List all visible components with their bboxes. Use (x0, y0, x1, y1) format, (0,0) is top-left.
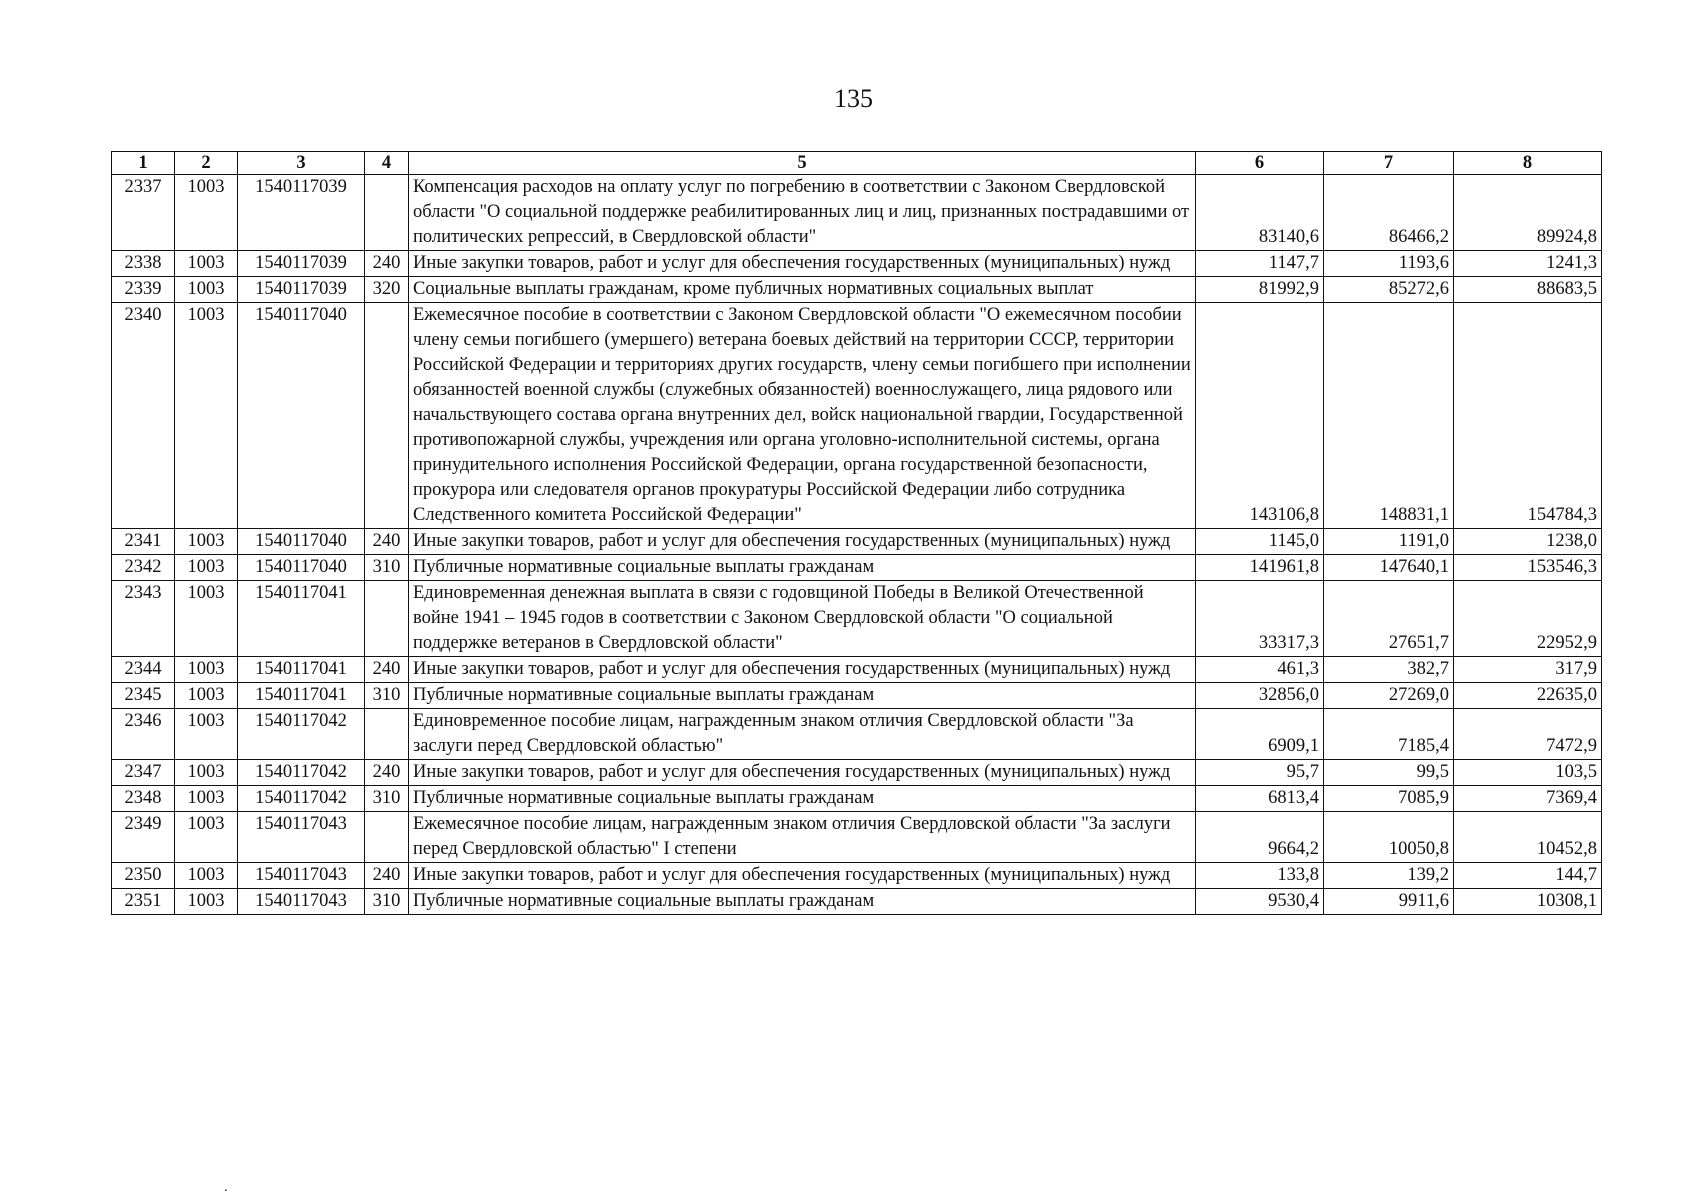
expense-type-code: 310 (365, 786, 409, 812)
target-article-code: 1540117042 (238, 760, 365, 786)
section-code: 1003 (175, 251, 238, 277)
expense-type-code (365, 175, 409, 251)
amount-col-8: 7472,9 (1454, 709, 1602, 760)
row-number: 2342 (112, 555, 175, 581)
header-col-4: 4 (365, 152, 409, 175)
row-number: 2347 (112, 760, 175, 786)
expense-type-code (365, 812, 409, 863)
amount-col-6: 133,8 (1196, 863, 1324, 889)
expense-type-code (365, 303, 409, 529)
table-row (112, 812, 1602, 863)
expense-type-code: 240 (365, 251, 409, 277)
target-article-code: 1540117043 (238, 812, 365, 863)
target-article-code: 1540117039 (238, 175, 365, 251)
amount-col-8: 7369,4 (1454, 786, 1602, 812)
item-name: Публичные нормативные социальные выплаты гражданам (409, 786, 1196, 812)
expense-type-code: 240 (365, 529, 409, 555)
target-article-code: 1540117043 (238, 863, 365, 889)
item-name: Иные закупки товаров, работ и услуг для обеспечения государственных (муниципальных) нужд (409, 760, 1196, 786)
expense-type-code: 240 (365, 657, 409, 683)
budget-table (111, 151, 1602, 915)
amount-col-6: 81992,9 (1196, 277, 1324, 303)
amount-col-7: 7085,9 (1324, 786, 1454, 812)
table-row (112, 889, 1602, 915)
amount-col-6: 143106,8 (1196, 303, 1324, 529)
amount-col-7: 10050,8 (1324, 812, 1454, 863)
row-number: 2345 (112, 683, 175, 709)
table-row (112, 277, 1602, 303)
target-article-code: 1540117042 (238, 709, 365, 760)
expense-type-code: 310 (365, 889, 409, 915)
section-code: 1003 (175, 277, 238, 303)
amount-col-6: 95,7 (1196, 760, 1324, 786)
row-number: 2337 (112, 175, 175, 251)
section-code: 1003 (175, 812, 238, 863)
amount-col-8: 22635,0 (1454, 683, 1602, 709)
amount-col-6: 141961,8 (1196, 555, 1324, 581)
amount-col-7: 7185,4 (1324, 709, 1454, 760)
amount-col-8: 153546,3 (1454, 555, 1602, 581)
row-number: 2349 (112, 812, 175, 863)
section-code: 1003 (175, 303, 238, 529)
section-code: 1003 (175, 657, 238, 683)
expense-type-code: 240 (365, 863, 409, 889)
expense-type-code: 310 (365, 683, 409, 709)
target-article-code: 1540117043 (238, 889, 365, 915)
amount-col-8: 1241,3 (1454, 251, 1602, 277)
amount-col-7: 27269,0 (1324, 683, 1454, 709)
amount-col-6: 83140,6 (1196, 175, 1324, 251)
section-code: 1003 (175, 709, 238, 760)
amount-col-7: 148831,1 (1324, 303, 1454, 529)
amount-col-6: 32856,0 (1196, 683, 1324, 709)
section-code: 1003 (175, 760, 238, 786)
item-name: Социальные выплаты гражданам, кроме публичных нормативных социальных выплат (409, 277, 1196, 303)
target-article-code: 1540117040 (238, 555, 365, 581)
row-number: 2339 (112, 277, 175, 303)
section-code: 1003 (175, 683, 238, 709)
amount-col-8: 1238,0 (1454, 529, 1602, 555)
amount-col-7: 1193,6 (1324, 251, 1454, 277)
amount-col-7: 147640,1 (1324, 555, 1454, 581)
target-article-code: 1540117040 (238, 529, 365, 555)
amount-col-8: 22952,9 (1454, 581, 1602, 657)
amount-col-6: 6909,1 (1196, 709, 1324, 760)
amount-col-6: 1147,7 (1196, 251, 1324, 277)
section-code: 1003 (175, 529, 238, 555)
amount-col-8: 144,7 (1454, 863, 1602, 889)
amount-col-6: 1145,0 (1196, 529, 1324, 555)
header-col-2: 2 (175, 152, 238, 175)
amount-col-7: 139,2 (1324, 863, 1454, 889)
amount-col-7: 85272,6 (1324, 277, 1454, 303)
table-row (112, 303, 1602, 529)
expense-type-code (365, 709, 409, 760)
target-article-code: 1540117040 (238, 303, 365, 529)
amount-col-6: 33317,3 (1196, 581, 1324, 657)
target-article-code: 1540117041 (238, 683, 365, 709)
expense-type-code: 320 (365, 277, 409, 303)
section-code: 1003 (175, 863, 238, 889)
amount-col-6: 6813,4 (1196, 786, 1324, 812)
item-name: Публичные нормативные социальные выплаты гражданам (409, 889, 1196, 915)
scan-speck: . (224, 1180, 228, 1195)
amount-col-8: 88683,5 (1454, 277, 1602, 303)
page-number: 135 (834, 84, 873, 113)
header-col-3: 3 (238, 152, 365, 175)
item-name: Публичные нормативные социальные выплаты гражданам (409, 555, 1196, 581)
amount-col-8: 10308,1 (1454, 889, 1602, 915)
target-article-code: 1540117042 (238, 786, 365, 812)
row-number: 2344 (112, 657, 175, 683)
table-row (112, 529, 1602, 555)
item-name: Публичные нормативные социальные выплаты гражданам (409, 683, 1196, 709)
target-article-code: 1540117041 (238, 581, 365, 657)
row-number: 2340 (112, 303, 175, 529)
row-number: 2348 (112, 786, 175, 812)
amount-col-6: 461,3 (1196, 657, 1324, 683)
header-col-7: 7 (1324, 152, 1454, 175)
table-row (112, 581, 1602, 657)
section-code: 1003 (175, 889, 238, 915)
header-col-8: 8 (1454, 152, 1602, 175)
item-name: Ежемесячное пособие в соответствии с Законом Свердловской области "О ежемесячном пособии члену семьи погибшего (умершего) ветерана боевых действий на территории СССР, территории Российской Федерации и территориях других государств, члену семьи погибшего при исполнении обязанностей военной службы (служебных обязанностей) военнослужащего, лица рядового или начальствующего состава органа внутренних дел, войск национальной гвардии, Государственной противопожарной службы, учреждения или органа уголовно-исполнительной системы, органа принудительного исполнения Российской Федерации, органа государственной безопасности, прокурора или следователя органов прокуратуры Российской Федерации либо сотрудника Следственного комитета Российской Федерации" (409, 303, 1196, 529)
amount-col-6: 9664,2 (1196, 812, 1324, 863)
table-row (112, 657, 1602, 683)
table-row (112, 863, 1602, 889)
expense-type-code: 310 (365, 555, 409, 581)
row-number: 2346 (112, 709, 175, 760)
amount-col-7: 382,7 (1324, 657, 1454, 683)
header-row (112, 152, 1602, 175)
item-name: Иные закупки товаров, работ и услуг для обеспечения государственных (муниципальных) нужд (409, 657, 1196, 683)
amount-col-8: 154784,3 (1454, 303, 1602, 529)
section-code: 1003 (175, 555, 238, 581)
section-code: 1003 (175, 786, 238, 812)
row-number: 2338 (112, 251, 175, 277)
amount-col-6: 9530,4 (1196, 889, 1324, 915)
row-number: 2343 (112, 581, 175, 657)
table-row (112, 786, 1602, 812)
section-code: 1003 (175, 581, 238, 657)
item-name: Единовременное пособие лицам, награжденным знаком отличия Свердловской области "За заслуги перед Свердловской областью" (409, 709, 1196, 760)
item-name: Ежемесячное пособие лицам, награжденным знаком отличия Свердловской области "За заслуги перед Свердловской областью" I степени (409, 812, 1196, 863)
amount-col-8: 317,9 (1454, 657, 1602, 683)
row-number: 2351 (112, 889, 175, 915)
amount-col-8: 89924,8 (1454, 175, 1602, 251)
row-number: 2341 (112, 529, 175, 555)
amount-col-7: 27651,7 (1324, 581, 1454, 657)
table-row (112, 709, 1602, 760)
amount-col-7: 86466,2 (1324, 175, 1454, 251)
item-name: Единовременная денежная выплата в связи с годовщиной Победы в Великой Отечественной войне 1941 – 1945 годов в соответствии с Законом Свердловской области "О социальной поддержке ветеранов в Свердловской области" (409, 581, 1196, 657)
expense-type-code: 240 (365, 760, 409, 786)
item-name: Иные закупки товаров, работ и услуг для обеспечения государственных (муниципальных) нужд (409, 863, 1196, 889)
amount-col-7: 1191,0 (1324, 529, 1454, 555)
amount-col-7: 9911,6 (1324, 889, 1454, 915)
target-article-code: 1540117039 (238, 251, 365, 277)
table-row (112, 251, 1602, 277)
item-name: Компенсация расходов на оплату услуг по погребению в соответствии с Законом Свердловской области "О социальной поддержке реабилитированных лиц и лиц, признанных пострадавшими от политических репрессий, в Свердловской области" (409, 175, 1196, 251)
table-row (112, 555, 1602, 581)
item-name: Иные закупки товаров, работ и услуг для обеспечения государственных (муниципальных) нужд (409, 529, 1196, 555)
item-name: Иные закупки товаров, работ и услуг для обеспечения государственных (муниципальных) нужд (409, 251, 1196, 277)
target-article-code: 1540117039 (238, 277, 365, 303)
header-col-6: 6 (1196, 152, 1324, 175)
table-row (112, 683, 1602, 709)
table-row (112, 175, 1602, 251)
expense-type-code (365, 581, 409, 657)
target-article-code: 1540117041 (238, 657, 365, 683)
table-row (112, 760, 1602, 786)
row-number: 2350 (112, 863, 175, 889)
header-col-5: 5 (409, 152, 1196, 175)
amount-col-8: 10452,8 (1454, 812, 1602, 863)
amount-col-8: 103,5 (1454, 760, 1602, 786)
section-code: 1003 (175, 175, 238, 251)
amount-col-7: 99,5 (1324, 760, 1454, 786)
header-col-1: 1 (112, 152, 175, 175)
